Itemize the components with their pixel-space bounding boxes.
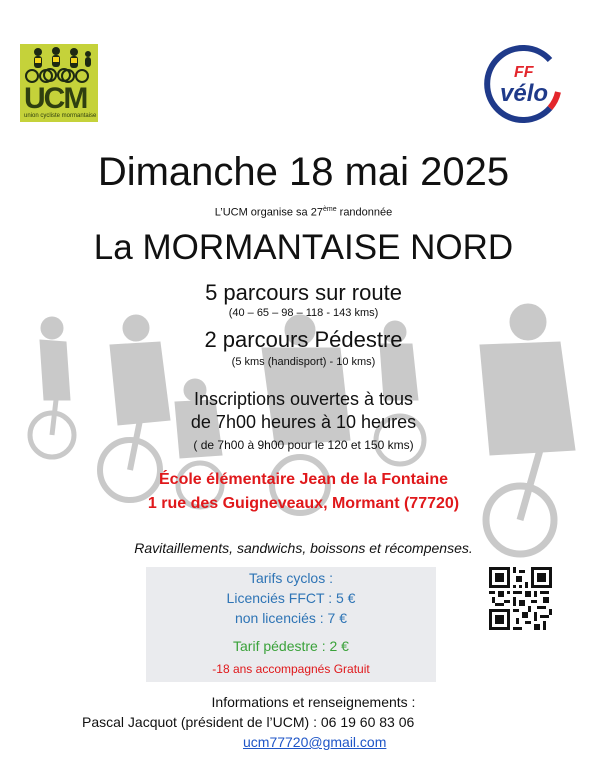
- pricing-heading: Tarifs cyclos :: [248, 570, 333, 586]
- road-routes-title: 5 parcours sur route: [205, 280, 402, 305]
- ucm-logo-text: UCM: [24, 82, 87, 115]
- pricing-walk: Tarif pédestre : 2 €: [233, 638, 349, 654]
- pricing-box: [146, 567, 436, 682]
- organizer-line: [0, 206, 607, 219]
- qr-code-icon[interactable]: [489, 567, 552, 630]
- walk-routes-title: 2 parcours Pédestre: [204, 327, 403, 352]
- info-heading: Informations et renseignements :: [211, 694, 416, 710]
- road-routes-distances: (40 – 65 – 98 – 118 - 143 kms): [228, 307, 379, 319]
- perks-line: Ravitaillements, sandwichs, boissons et récompenses.: [134, 540, 473, 556]
- ucm-logo-subtitle: union cycliste mormantaise: [24, 113, 97, 119]
- registration-line-3: ( de 7h00 à 9h00 pour le 120 et 150 kms): [193, 438, 414, 452]
- pricing-youth: -18 ans accompagnés Gratuit: [212, 662, 370, 676]
- venue-name: École élémentaire Jean de la Fontaine: [159, 471, 448, 488]
- email-link[interactable]: ucm77720@gmail.com: [243, 734, 387, 750]
- venue-address: 1 rue des Guigneveaux, Mormant (77720): [147, 495, 460, 512]
- walk-routes-distances: (5 kms (handisport) - 10 kms): [231, 356, 376, 368]
- ffvelo-velo-text: vélo: [500, 80, 549, 107]
- organizer-suffix: randonnée: [336, 206, 393, 219]
- event-title: La MORMANTAISE NORD: [93, 228, 514, 267]
- pricing-unlicensed: non licenciés : 7 €: [234, 610, 348, 626]
- organizer-prefix: L’UCM organise sa 27: [214, 206, 323, 219]
- registration-line-1: Inscriptions ouvertes à tous: [193, 389, 414, 409]
- cyclists-logo-icon: [20, 44, 98, 84]
- info-contact: Pascal Jacquot (président de l’UCM) : 06 19 60 83 06: [82, 714, 415, 730]
- pricing-licensed: Licenciés FFCT : 5 €: [226, 590, 356, 606]
- organizer-ordinal: ème: [322, 206, 337, 213]
- ffvelo-logo: [480, 42, 562, 124]
- registration-line-2: de 7h00 heures à 10 heures: [190, 412, 417, 432]
- event-date: Dimanche 18 mai 2025: [97, 150, 510, 194]
- ucm-logo: [20, 44, 98, 122]
- ffvelo-ff-text: FF: [514, 64, 534, 81]
